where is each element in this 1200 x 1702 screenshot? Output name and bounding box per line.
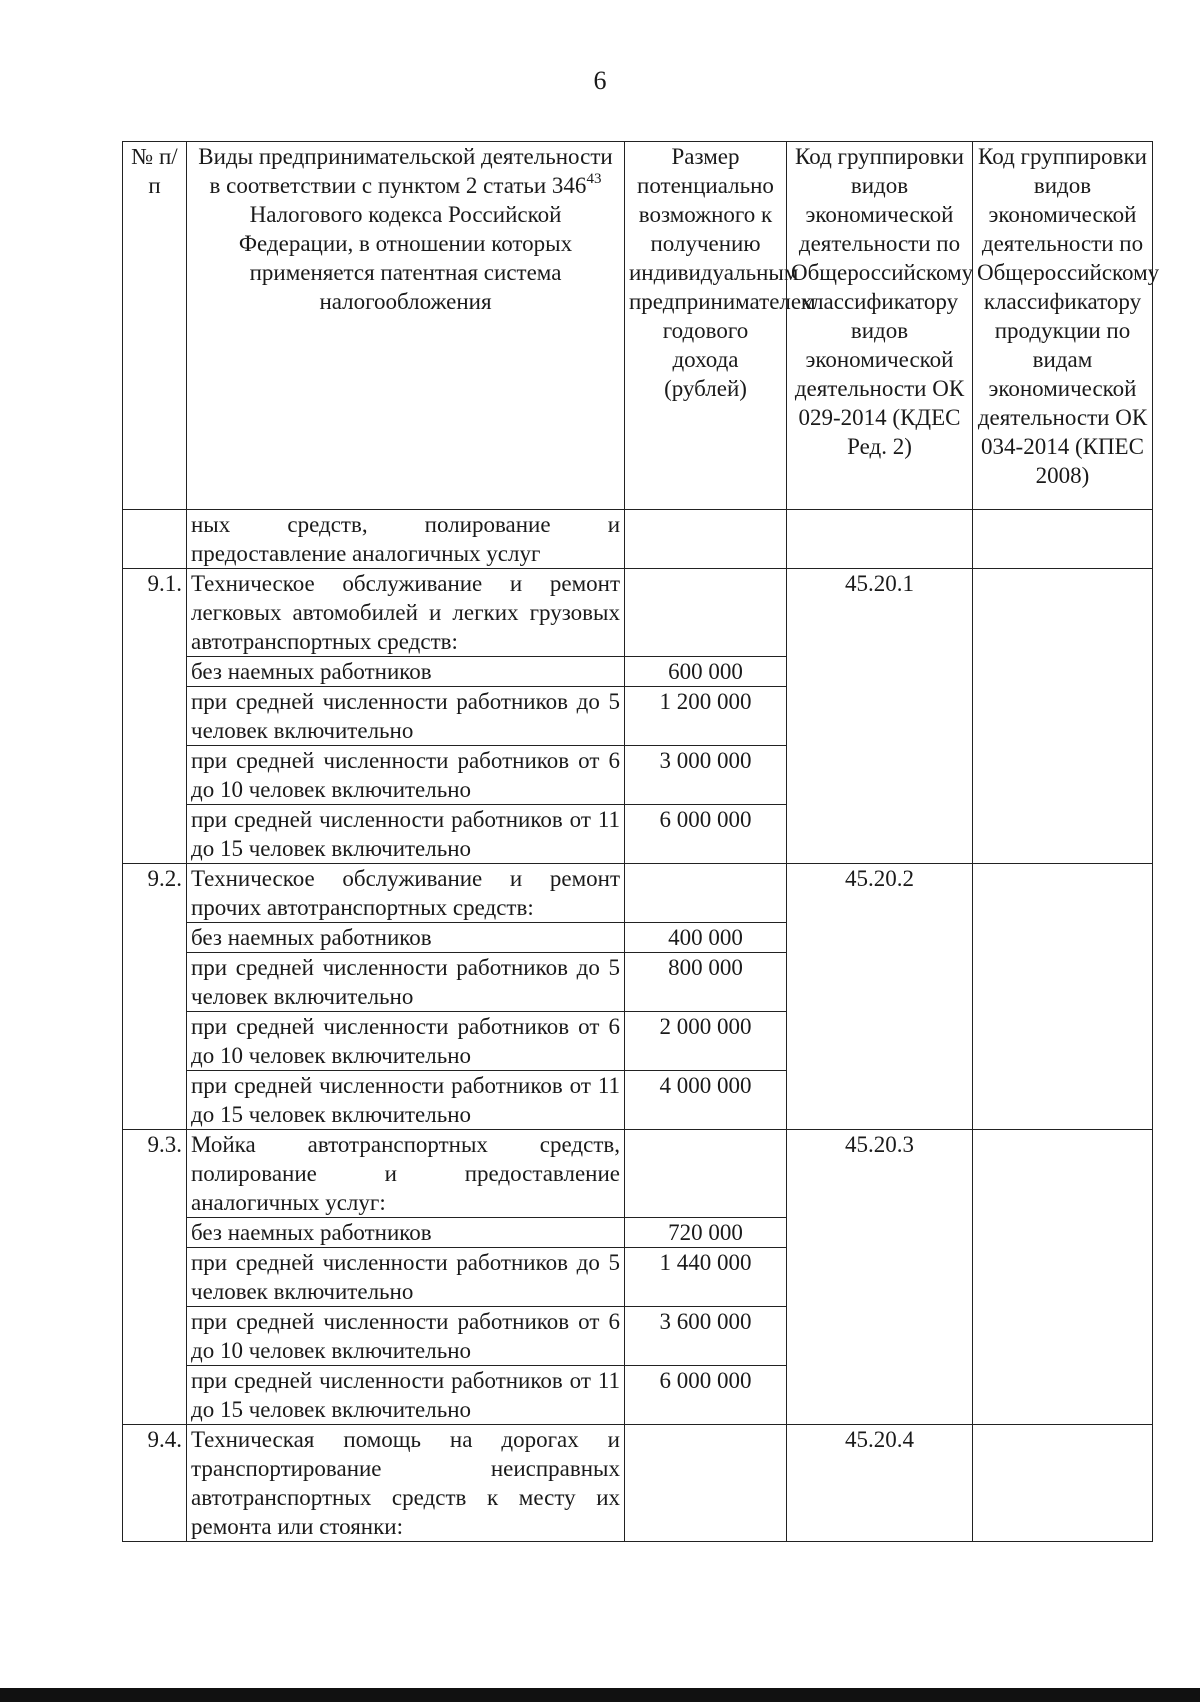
okved-code: 45.20.3	[787, 1130, 973, 1425]
cell-empty	[625, 864, 787, 923]
income-value: 3 000 000	[625, 746, 787, 805]
tax-table	[122, 141, 1160, 1542]
section-title: Техническая помощь на дорогах и транспортирование неисправных автотранспортных средств к месту их ремонта или стоянки:	[187, 1425, 625, 1542]
okved-code: 45.20.1	[787, 569, 973, 864]
cell-empty	[123, 510, 187, 569]
cell-empty	[973, 510, 1153, 569]
income-value: 6 000 000	[625, 805, 787, 864]
header-activity-text-end: Налогового кодекса Российской Федерации, в отношении которых применяется патентная система налогообложения	[238, 202, 573, 314]
employment-condition: при средней численности работников от 11 до 15 человек включительно	[187, 1366, 625, 1425]
section-title-row	[123, 1130, 1153, 1218]
okved-code: 45.20.2	[787, 864, 973, 1130]
header-activity-text: Виды предпринимательской деятельности в соответствии с пунктом 2 статьи 346	[198, 144, 613, 198]
section-title-row	[123, 1425, 1153, 1542]
table-header-row	[123, 142, 1153, 510]
okved-code: 45.20.4	[787, 1425, 973, 1542]
cell-empty	[787, 510, 973, 569]
section-title-row	[123, 569, 1153, 657]
income-value: 3 600 000	[625, 1307, 787, 1366]
employment-condition: при средней численности работников от 11 до 15 человек включительно	[187, 1071, 625, 1130]
employment-condition: при средней численности работников от 6 до 10 человек включительно	[187, 746, 625, 805]
income-value: 400 000	[625, 923, 787, 953]
section-title: Техническое обслуживание и ремонт легковых автомобилей и легких грузовых автотранспортных средств:	[187, 569, 625, 657]
section-title: Техническое обслуживание и ремонт прочих автотранспортных средств:	[187, 864, 625, 923]
header-activity-sup: 43	[586, 171, 602, 187]
income-value: 6 000 000	[625, 1366, 787, 1425]
header-okpd: Код группировки видов экономической деятельности по Общероссийскому классификатору продукции по видам экономической деятельности ОК 034-2014 (КПЕС 2008)	[973, 142, 1153, 510]
section-number: 9.4.	[123, 1425, 187, 1542]
income-value: 600 000	[625, 657, 787, 687]
income-value: 1 440 000	[625, 1248, 787, 1307]
okpd-code	[973, 569, 1153, 864]
income-value: 1 200 000	[625, 687, 787, 746]
scan-edge	[0, 1688, 1200, 1702]
employment-condition: при средней численности работников до 5 человек включительно	[187, 687, 625, 746]
okpd-code	[973, 1425, 1153, 1542]
employment-condition: при средней численности работников от 6 до 10 человек включительно	[187, 1307, 625, 1366]
employment-condition: при средней численности работников до 5 человек включительно	[187, 953, 625, 1012]
employment-condition: при средней численности работников до 5 человек включительно	[187, 1248, 625, 1307]
section-title: Мойка автотранспортных средств, полирование и предоставление аналогичных услуг:	[187, 1130, 625, 1218]
section-number: 9.2.	[123, 864, 187, 1130]
section-number: 9.1.	[123, 569, 187, 864]
employment-condition: при средней численности работников от 6 до 10 человек включительно	[187, 1012, 625, 1071]
employment-condition: при средней численности работников от 11 до 15 человек включительно	[187, 805, 625, 864]
income-value: 720 000	[625, 1218, 787, 1248]
continuation-text: ных средств, полирование и предоставление аналогичных услуг	[187, 510, 625, 569]
okpd-code	[973, 1130, 1153, 1425]
income-value: 2 000 000	[625, 1012, 787, 1071]
section-title-row	[123, 864, 1153, 923]
cell-empty	[625, 569, 787, 657]
okpd-code	[973, 864, 1153, 1130]
header-activity	[187, 142, 625, 510]
header-number: № п/п	[123, 142, 187, 510]
header-okved: Код группировки видов экономической деятельности по Общероссийскому классификатору видов экономической деятельности ОК 029-2014 (КДЕС Ред. 2)	[787, 142, 973, 510]
employment-condition: без наемных работников	[187, 657, 625, 687]
income-value: 800 000	[625, 953, 787, 1012]
income-value: 4 000 000	[625, 1071, 787, 1130]
continuation-row	[123, 510, 1153, 569]
cell-empty	[625, 510, 787, 569]
table-body	[123, 510, 1153, 1542]
page-number: 6	[593, 66, 607, 95]
section-number: 9.3.	[123, 1130, 187, 1425]
header-income: Размер потенциально возможного к получению индивидуальным предпринимателем годового дохода (рублей)	[625, 142, 787, 510]
employment-condition: без наемных работников	[187, 1218, 625, 1248]
cell-empty	[625, 1425, 787, 1542]
employment-condition: без наемных работников	[187, 923, 625, 953]
cell-empty	[625, 1130, 787, 1218]
